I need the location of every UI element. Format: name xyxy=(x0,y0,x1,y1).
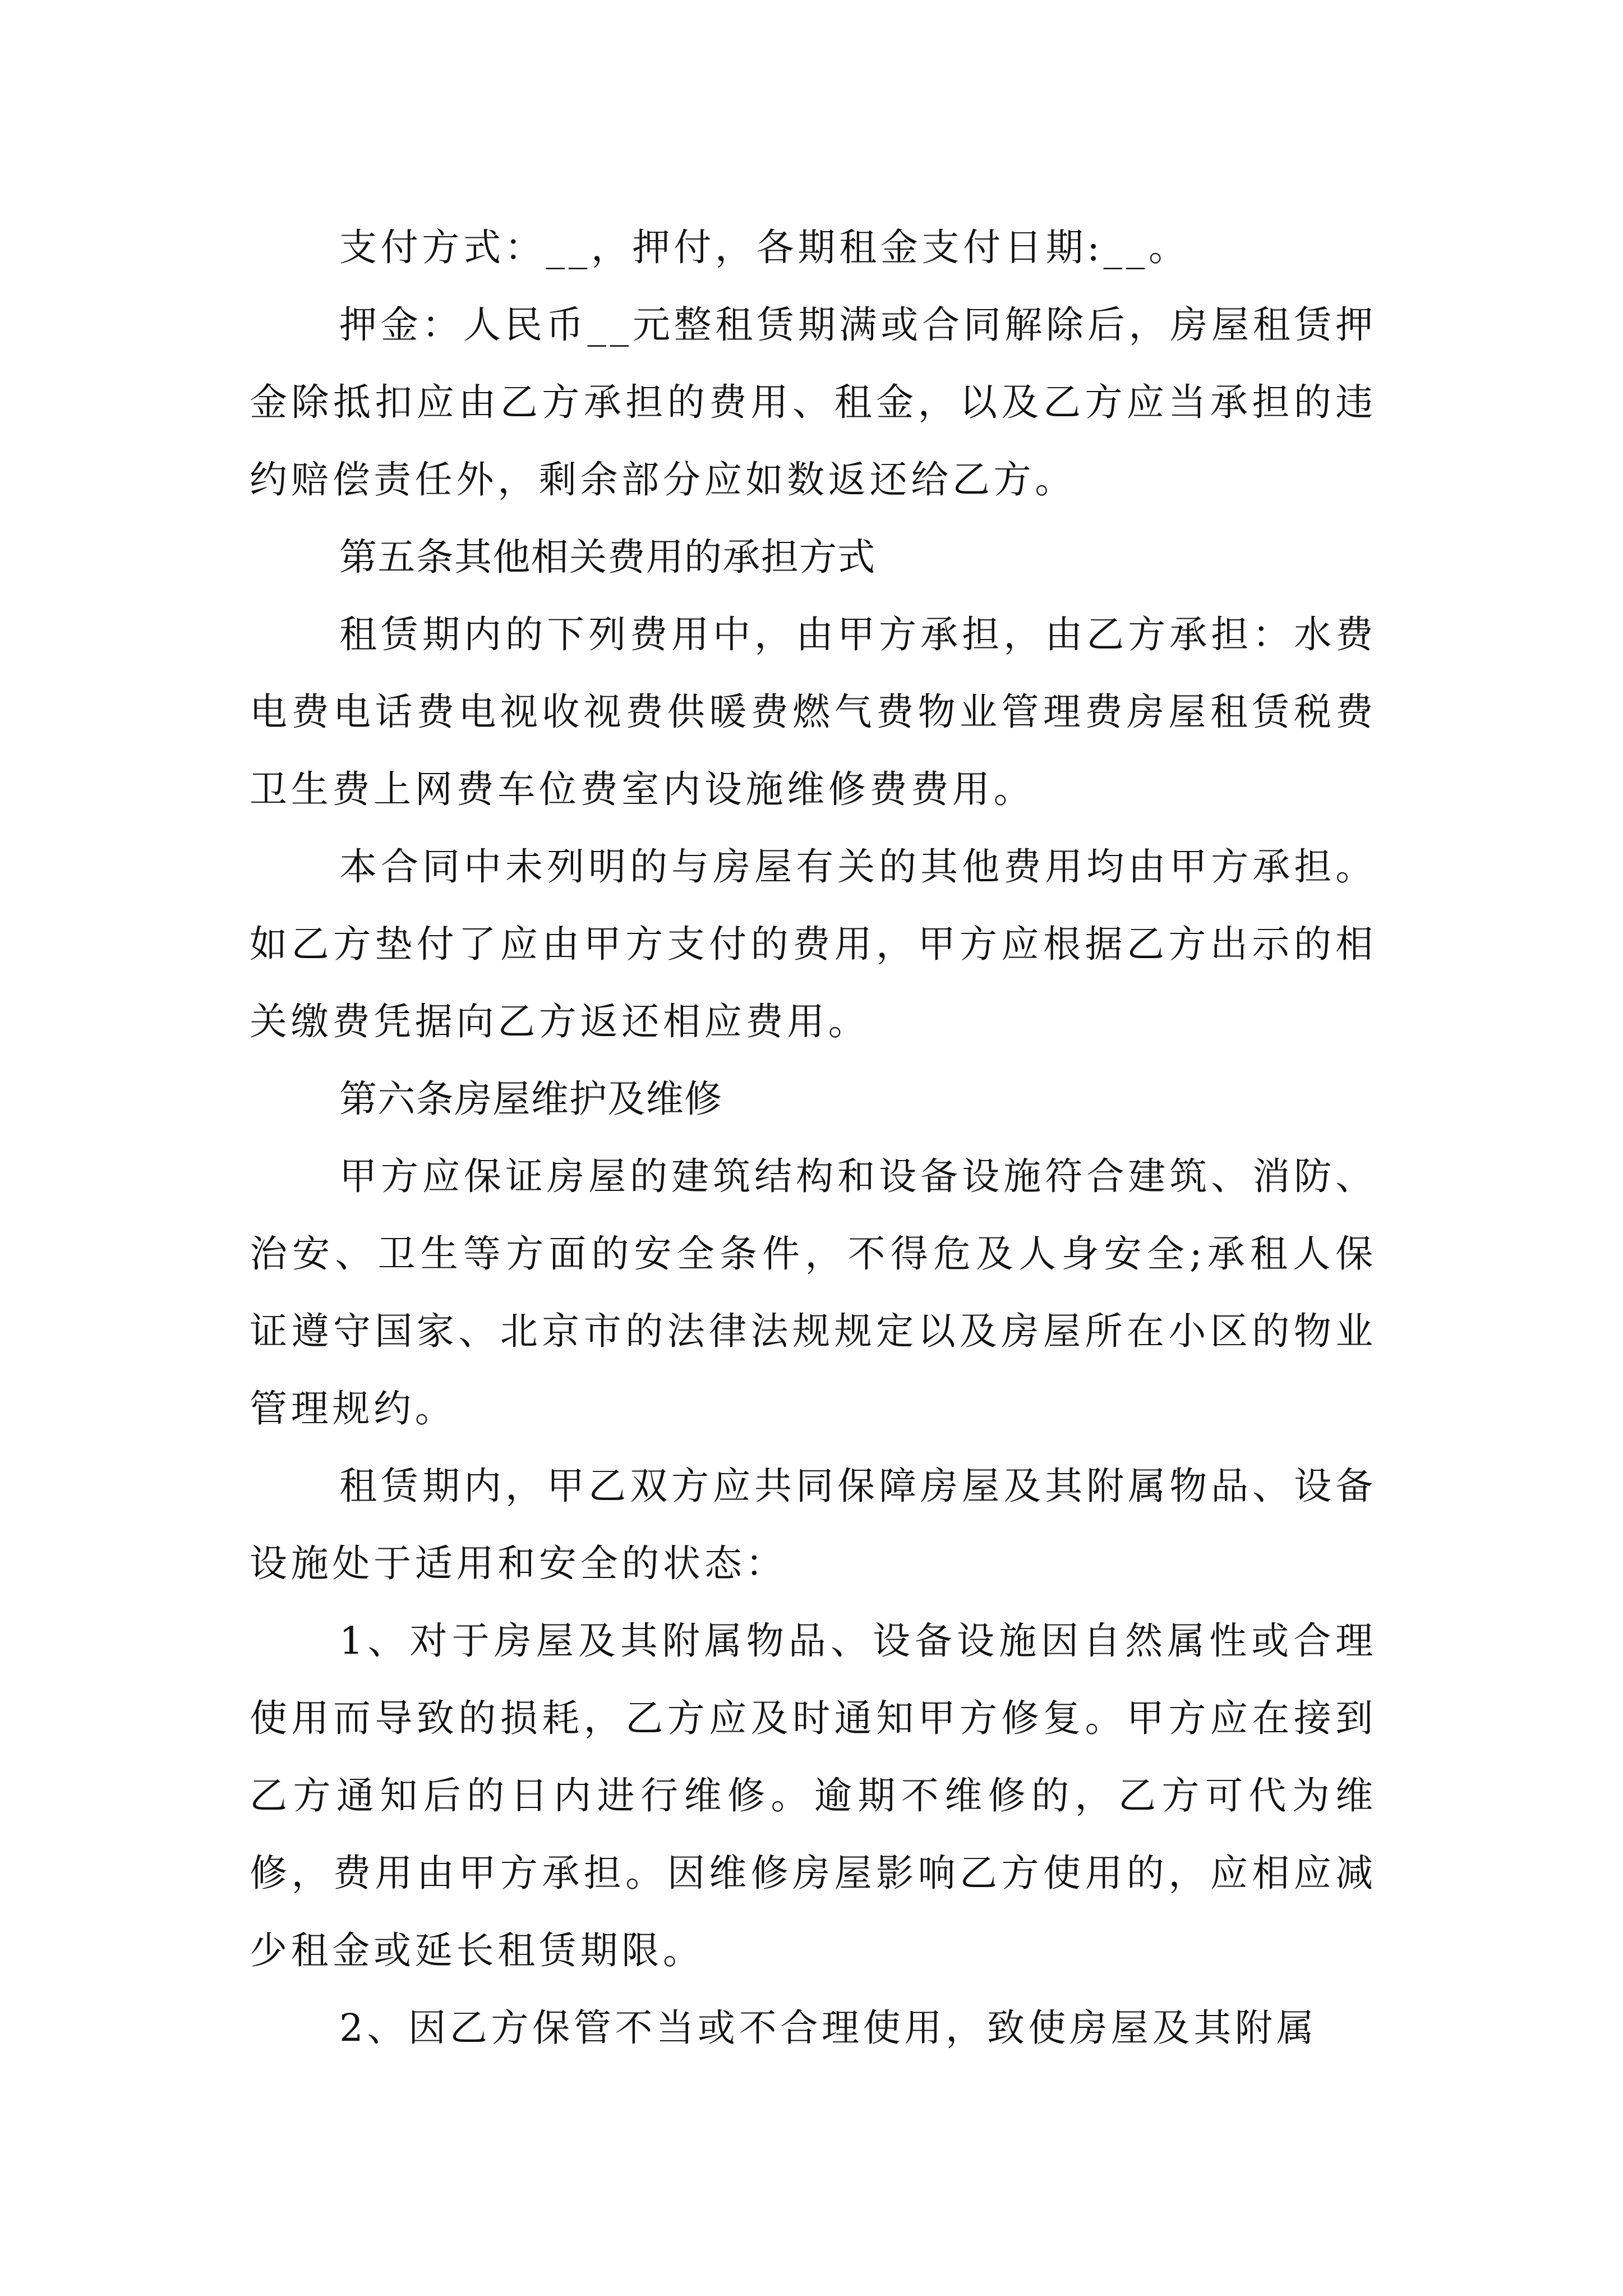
deposit-paragraph: 押金：人民币__元整租赁期满或合同解除后，房屋租赁押金除抵扣应由乙方承担的费用、租金，以及乙方应当承担的违约赔偿责任外，剩余部分应如数返还给乙方。 xyxy=(250,303,1377,501)
payment-method-paragraph: 支付方式：__，押付，各期租金支付日期:__。 xyxy=(339,226,1190,269)
fee-list-paragraph: 租赁期内的下列费用中，由甲方承担，由乙方承担：水费电费电话费电视收视费供暖费燃气费物业管理费房屋租赁税费卫生费上网费车位费室内设施维修费费用。 xyxy=(250,613,1377,811)
repair-clause-2-paragraph: 2、因乙方保管不当或不合理使用，致使房屋及其附属 xyxy=(339,2006,1318,2050)
article-6-heading: 第六条房屋维护及维修 xyxy=(339,1077,723,1121)
repair-clause-1-paragraph: 1、对于房屋及其附属物品、设备设施因自然属性或合理使用而导致的损耗，乙方应及时通知甲方修复。甲方应在接到乙方通知后的日内进行维修。逾期不维修的，乙方可代为维修，费用由甲方承担。因维修房屋影响乙方使用的，应相应减少租金或延长租赁期限。 xyxy=(250,1619,1377,1972)
article-5-heading: 第五条其他相关费用的承担方式 xyxy=(339,535,876,579)
other-fees-paragraph: 本合同中未列明的与房屋有关的其他费用均由甲方承担。如乙方垫付了应由甲方支付的费用，甲方应根据乙方出示的相关缴费凭据向乙方返还相应费用。 xyxy=(250,845,1377,1043)
safety-guarantee-paragraph: 甲方应保证房屋的建筑结构和设备设施符合建筑、消防、治安、卫生等方面的安全条件，不得危及人身安全;承租人保证遵守国家、北京市的法律法规规定以及房屋所在小区的物业管理规约。 xyxy=(250,1154,1377,1430)
joint-maintenance-paragraph: 租赁期内，甲乙双方应共同保障房屋及其附属物品、设备设施处于适用和安全的状态： xyxy=(250,1464,1377,1585)
document-body xyxy=(250,209,1377,2067)
